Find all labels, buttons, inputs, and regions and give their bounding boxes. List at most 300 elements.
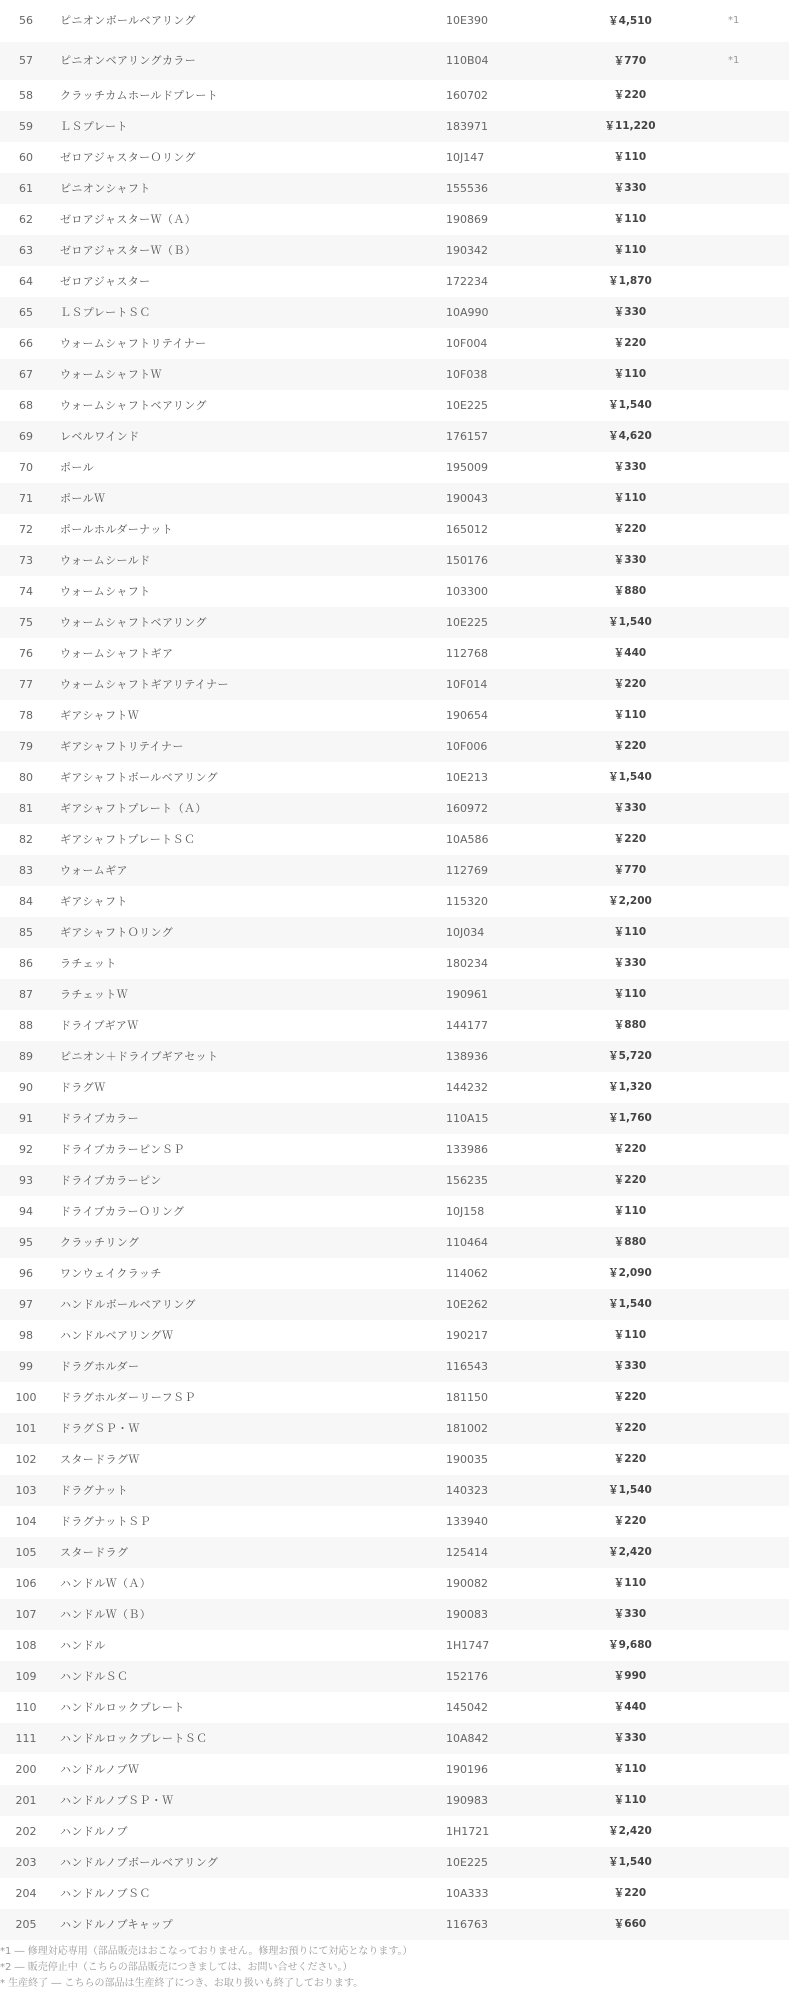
part-number: 111 — [15, 1732, 37, 1745]
part-code: 10A586 — [446, 833, 489, 846]
part-name: クラッチカムホールドプレート — [60, 89, 219, 102]
part-code: 10E225 — [446, 1856, 488, 1869]
part-name: ポールＷ — [60, 492, 106, 505]
table-row — [0, 1506, 789, 1537]
part-price: ￥1,540 — [608, 616, 652, 628]
part-number: 100 — [15, 1391, 37, 1404]
part-code: 10E213 — [446, 771, 488, 784]
part-number: 80 — [19, 771, 33, 784]
part-code: 10F004 — [446, 337, 488, 350]
part-name: ドラグＷ — [60, 1081, 106, 1094]
part-code: 176157 — [446, 430, 488, 443]
table-row — [0, 514, 789, 545]
part-code: 110A15 — [446, 1112, 489, 1125]
part-number: 106 — [15, 1577, 37, 1590]
table-row — [0, 1041, 789, 1072]
part-name: ウォームシャフトギア — [60, 647, 174, 660]
table-row — [0, 1816, 789, 1847]
part-name: ポール — [60, 461, 94, 474]
part-name: ゼロアジャスターＷ（Ｂ） — [60, 244, 197, 257]
part-price: ￥2,200 — [608, 895, 652, 907]
part-code: 10E225 — [446, 616, 488, 629]
part-name: ハンドルＷ（Ａ） — [60, 1577, 152, 1590]
part-code: 116763 — [446, 1918, 488, 1931]
table-row — [0, 886, 789, 917]
part-code: 1H1747 — [446, 1639, 490, 1652]
part-number: 63 — [19, 244, 33, 257]
part-number: 66 — [19, 337, 33, 350]
part-number: 105 — [15, 1546, 37, 1559]
part-name: ハンドルノブＷ — [60, 1763, 140, 1776]
table-row — [0, 1351, 789, 1382]
part-price: ￥9,680 — [608, 1639, 652, 1651]
part-number: 65 — [19, 306, 33, 319]
part-code: 181002 — [446, 1422, 488, 1435]
part-name: ラチェットＷ — [60, 988, 129, 1001]
part-code: 190082 — [446, 1577, 488, 1590]
part-name: ハンドルノブキャップ — [60, 1918, 174, 1931]
table-row — [0, 545, 789, 576]
part-number: 68 — [19, 399, 33, 412]
part-number: 60 — [19, 151, 33, 164]
part-name: ＬＳプレートＳＣ — [60, 306, 151, 319]
table-row — [0, 204, 789, 235]
part-price: ￥220 — [613, 1174, 647, 1186]
part-price: ￥220 — [613, 523, 647, 535]
part-number: 202 — [15, 1825, 37, 1838]
table-row — [0, 638, 789, 669]
part-price: ￥1,870 — [608, 275, 652, 287]
part-name: ワンウェイクラッチ — [60, 1267, 162, 1280]
table-row — [0, 1878, 789, 1909]
part-code: 190035 — [446, 1453, 488, 1466]
part-number: 200 — [15, 1763, 37, 1776]
part-price: ￥220 — [613, 1391, 647, 1403]
part-number: 62 — [19, 213, 33, 226]
part-number: 107 — [15, 1608, 37, 1621]
part-price: ￥110 — [613, 492, 647, 504]
table-row — [0, 328, 789, 359]
table-row — [0, 793, 789, 824]
table-row — [0, 1723, 789, 1754]
part-number: 57 — [19, 54, 33, 67]
part-number: 98 — [19, 1329, 33, 1342]
part-number: 104 — [15, 1515, 37, 1528]
table-row — [0, 390, 789, 421]
part-code: 112769 — [446, 864, 488, 877]
part-price: ￥110 — [613, 709, 647, 721]
part-number: 90 — [19, 1081, 33, 1094]
table-row — [0, 0, 789, 42]
part-name: ドラグホルダーリーフＳＰ — [60, 1391, 196, 1404]
part-price: ￥990 — [613, 1670, 647, 1682]
part-code: 10A842 — [446, 1732, 489, 1745]
part-number: 76 — [19, 647, 33, 660]
part-price: ￥220 — [613, 678, 647, 690]
part-name: ハンドルボールベアリング — [60, 1298, 196, 1311]
table-row — [0, 979, 789, 1010]
part-price: ￥220 — [613, 740, 647, 752]
part-name: ハンドルノブＳＰ・Ｗ — [60, 1794, 174, 1807]
part-code: 110B04 — [446, 54, 489, 67]
part-name: ハンドルＳＣ — [60, 1670, 129, 1683]
table-row — [0, 1475, 789, 1506]
part-price: ￥2,420 — [608, 1546, 652, 1558]
table-row — [0, 297, 789, 328]
part-code: 190217 — [446, 1329, 488, 1342]
part-number: 110 — [15, 1701, 37, 1714]
part-code: 114062 — [446, 1267, 488, 1280]
part-code: 1H1721 — [446, 1825, 490, 1838]
part-code: 156235 — [446, 1174, 488, 1187]
part-number: 89 — [19, 1050, 33, 1063]
part-price: ￥330 — [613, 802, 647, 814]
part-code: 10E225 — [446, 399, 488, 412]
part-number: 95 — [19, 1236, 33, 1249]
table-row — [0, 142, 789, 173]
part-price: ￥110 — [613, 213, 647, 225]
table-row — [0, 1785, 789, 1816]
part-code: 172234 — [446, 275, 488, 288]
part-price: ￥4,620 — [608, 430, 652, 442]
table-row — [0, 731, 789, 762]
part-name: ギアシャフトリテイナー — [60, 740, 184, 753]
table-row — [0, 1754, 789, 1785]
part-price: ￥440 — [613, 1701, 647, 1713]
part-price: ￥770 — [613, 864, 647, 876]
part-number: 87 — [19, 988, 33, 1001]
part-code: 190869 — [446, 213, 488, 226]
part-number: 85 — [19, 926, 33, 939]
table-row — [0, 42, 789, 80]
part-price: ￥330 — [613, 1360, 647, 1372]
table-row — [0, 173, 789, 204]
part-name: スタードラグ — [60, 1546, 129, 1559]
part-price: ￥110 — [613, 151, 647, 163]
part-number: 56 — [19, 14, 33, 27]
part-name: ウォームギア — [60, 864, 128, 877]
table-row — [0, 1320, 789, 1351]
part-number: 91 — [19, 1112, 33, 1125]
part-number: 59 — [19, 120, 33, 133]
table-row — [0, 700, 789, 731]
part-number: 73 — [19, 554, 33, 567]
part-code: 133986 — [446, 1143, 488, 1156]
part-price: ￥330 — [613, 461, 647, 473]
part-price: ￥1,540 — [608, 1298, 652, 1310]
part-code: 190983 — [446, 1794, 488, 1807]
part-name: ドラグナットＳＰ — [60, 1515, 151, 1528]
table-row — [0, 1196, 789, 1227]
part-price: ￥1,760 — [608, 1112, 652, 1124]
table-row — [0, 266, 789, 297]
part-price: ￥11,220 — [604, 120, 656, 132]
part-name: ハンドルベアリングＷ — [60, 1329, 174, 1342]
part-code: 140323 — [446, 1484, 488, 1497]
part-name: ゼロアジャスターＯリング — [60, 151, 196, 164]
part-code: 125414 — [446, 1546, 488, 1559]
part-name: ハンドルロックプレート — [60, 1701, 185, 1714]
part-name: ドライブカラーピンＳＰ — [60, 1143, 185, 1156]
part-price: ￥880 — [613, 585, 647, 597]
part-code: 10F038 — [446, 368, 488, 381]
part-price: ￥110 — [613, 1763, 647, 1775]
part-code: 190342 — [446, 244, 488, 257]
part-number: 71 — [19, 492, 33, 505]
part-price: ￥330 — [613, 1608, 647, 1620]
part-code: 145042 — [446, 1701, 488, 1714]
part-price: ￥110 — [613, 926, 647, 938]
table-row — [0, 1537, 789, 1568]
part-price: ￥110 — [613, 1329, 647, 1341]
table-row — [0, 1134, 789, 1165]
part-price: ￥110 — [613, 1205, 647, 1217]
part-price: ￥220 — [613, 89, 647, 101]
part-price: ￥1,540 — [608, 1856, 652, 1868]
table-row — [0, 1010, 789, 1041]
part-price: ￥4,510 — [608, 15, 652, 27]
part-price: ￥1,320 — [608, 1081, 652, 1093]
part-number: 108 — [15, 1639, 37, 1652]
part-name: ドライブカラーピン — [60, 1174, 162, 1187]
part-name: ピニオン＋ドライブギアセット — [60, 1050, 219, 1063]
part-number: 78 — [19, 709, 33, 722]
part-name: ギアシャフトＷ — [60, 709, 140, 722]
table-row — [0, 1444, 789, 1475]
part-price: ￥1,540 — [608, 1484, 652, 1496]
part-name: ラチェット — [60, 957, 117, 970]
table-row — [0, 421, 789, 452]
table-row — [0, 1227, 789, 1258]
part-code: 10J147 — [446, 151, 485, 164]
part-price: ￥220 — [613, 1887, 647, 1899]
part-price: ￥330 — [613, 554, 647, 566]
part-number: 92 — [19, 1143, 33, 1156]
part-number: 72 — [19, 523, 33, 536]
part-number: 96 — [19, 1267, 33, 1280]
part-price: ￥440 — [613, 647, 647, 659]
part-code: 110464 — [446, 1236, 488, 1249]
table-row — [0, 824, 789, 855]
part-price: ￥1,540 — [608, 399, 652, 411]
part-number: 77 — [19, 678, 33, 691]
part-price: ￥220 — [613, 1453, 647, 1465]
part-price: ￥1,540 — [608, 771, 652, 783]
footnotes — [0, 1944, 789, 1992]
table-row — [0, 483, 789, 514]
part-code: 190043 — [446, 492, 488, 505]
part-code: 190654 — [446, 709, 488, 722]
table-row — [0, 607, 789, 638]
part-name: ピニオンベアリングカラー — [60, 54, 197, 67]
part-code: 10E390 — [446, 14, 488, 27]
part-price: ￥330 — [613, 957, 647, 969]
table-row — [0, 1847, 789, 1878]
part-code: 10F014 — [446, 678, 488, 691]
part-price: ￥330 — [613, 306, 647, 318]
table-row — [0, 1630, 789, 1661]
part-price: ￥220 — [613, 1515, 647, 1527]
part-code: 10A990 — [446, 306, 489, 319]
part-price: ￥660 — [613, 1918, 647, 1930]
part-name: ドラグホルダー — [60, 1360, 140, 1373]
part-code: 160972 — [446, 802, 488, 815]
table-row — [0, 111, 789, 142]
part-name: ハンドルノブボールベアリング — [60, 1856, 219, 1869]
part-name: ドラグＳＰ・Ｗ — [60, 1422, 140, 1435]
part-price: ￥110 — [613, 244, 647, 256]
table-row — [0, 762, 789, 793]
table-row — [0, 669, 789, 700]
part-code: 152176 — [446, 1670, 488, 1683]
part-name: ハンドルノブＳＣ — [60, 1887, 151, 1900]
part-name: ウォームシャフトベアリング — [60, 616, 207, 629]
part-name: ウォームシャフトベアリング — [60, 399, 207, 412]
part-name: ウォームシャフトＷ — [60, 368, 162, 381]
part-code: 155536 — [446, 182, 488, 195]
table-row — [0, 1289, 789, 1320]
part-code: 190961 — [446, 988, 488, 1001]
part-name: ピニオンシャフト — [60, 182, 151, 195]
part-code: 181150 — [446, 1391, 488, 1404]
footnote-discontinued: * 生産終了 ― こちらの部品は生産終了につき、お取り扱いも終了しております。 — [0, 1978, 364, 1989]
part-price: ￥220 — [613, 1422, 647, 1434]
table-row — [0, 1909, 789, 1940]
part-name: クラッチリング — [60, 1236, 140, 1249]
part-number: 61 — [19, 182, 33, 195]
part-number: 64 — [19, 275, 33, 288]
part-number: 101 — [15, 1422, 37, 1435]
table-row — [0, 1568, 789, 1599]
table-row — [0, 1382, 789, 1413]
part-code: 10F006 — [446, 740, 488, 753]
part-price: ￥5,720 — [608, 1050, 652, 1062]
part-code: 165012 — [446, 523, 488, 536]
part-price: ￥330 — [613, 182, 647, 194]
part-code: 10J034 — [446, 926, 485, 939]
table-row — [0, 1103, 789, 1134]
part-name: ギアシャフトプレートＳＣ — [60, 833, 196, 846]
part-price: ￥220 — [613, 833, 647, 845]
part-price: ￥220 — [613, 1143, 647, 1155]
table-row — [0, 359, 789, 390]
part-number: 94 — [19, 1205, 33, 1218]
part-code: 138936 — [446, 1050, 488, 1063]
part-name: ウォームシャフト — [60, 585, 151, 598]
part-code: 115320 — [446, 895, 488, 908]
part-number: 79 — [19, 740, 33, 753]
table-row — [0, 1258, 789, 1289]
part-name: ウォームシールド — [60, 554, 151, 567]
part-name: スタードラグＷ — [60, 1453, 140, 1466]
part-name: ギアシャフトＯリング — [60, 926, 174, 939]
part-price: ￥110 — [613, 1577, 647, 1589]
part-code: 103300 — [446, 585, 488, 598]
part-code: 10E262 — [446, 1298, 488, 1311]
part-number: 97 — [19, 1298, 33, 1311]
part-code: 190196 — [446, 1763, 488, 1776]
part-number: 86 — [19, 957, 33, 970]
part-number: 88 — [19, 1019, 33, 1032]
part-number: 58 — [19, 89, 33, 102]
table-row — [0, 80, 789, 111]
part-number: 103 — [15, 1484, 37, 1497]
part-code: 144232 — [446, 1081, 488, 1094]
part-code: 160702 — [446, 89, 488, 102]
part-number: 201 — [15, 1794, 37, 1807]
part-name: ギアシャフト — [60, 895, 128, 908]
part-name: ゼロアジャスター — [60, 275, 151, 288]
table-row — [0, 1165, 789, 1196]
part-number: 83 — [19, 864, 33, 877]
part-price: ￥110 — [613, 1794, 647, 1806]
part-name: ハンドルノブ — [60, 1825, 128, 1838]
table-row — [0, 576, 789, 607]
part-number: 81 — [19, 802, 33, 815]
part-code: 133940 — [446, 1515, 488, 1528]
part-price: ￥880 — [613, 1019, 647, 1031]
part-number: 93 — [19, 1174, 33, 1187]
part-number: 102 — [15, 1453, 37, 1466]
part-code: 180234 — [446, 957, 488, 970]
part-number: 69 — [19, 430, 33, 443]
table-row — [0, 1692, 789, 1723]
part-number: 109 — [15, 1670, 37, 1683]
part-name: ウォームシャフトリテイナー — [60, 337, 207, 350]
part-name: レベルワインド — [60, 430, 140, 443]
part-name: ピニオンボールベアリング — [60, 14, 196, 27]
part-name: ハンドルロックプレートＳＣ — [60, 1732, 208, 1745]
table-row — [0, 948, 789, 979]
part-name: ドラグナット — [60, 1484, 129, 1497]
table-row — [0, 235, 789, 266]
part-number: 82 — [19, 833, 33, 846]
table-row — [0, 452, 789, 483]
part-name: ポールホルダーナット — [60, 523, 174, 536]
part-number: 203 — [15, 1856, 37, 1869]
table-row — [0, 917, 789, 948]
part-code: 195009 — [446, 461, 488, 474]
part-code: 116543 — [446, 1360, 488, 1373]
part-number: 99 — [19, 1360, 33, 1373]
part-code: 190083 — [446, 1608, 488, 1621]
part-price: ￥220 — [613, 337, 647, 349]
table-row — [0, 1599, 789, 1630]
part-price: ￥110 — [613, 988, 647, 1000]
part-name: ハンドル — [60, 1639, 106, 1652]
part-price: ￥2,420 — [608, 1825, 652, 1837]
part-name: ハンドルＷ（Ｂ） — [60, 1608, 152, 1621]
part-name: ゼロアジャスターＷ（Ａ） — [60, 213, 197, 226]
part-number: 205 — [15, 1918, 37, 1931]
part-number: 75 — [19, 616, 33, 629]
part-name: ギアシャフトボールベアリング — [60, 771, 219, 784]
part-note: *1 — [728, 55, 740, 66]
part-number: 67 — [19, 368, 33, 381]
part-code: 10J158 — [446, 1205, 485, 1218]
part-number: 70 — [19, 461, 33, 474]
part-code: 144177 — [446, 1019, 488, 1032]
part-name: ドライブカラー — [60, 1112, 140, 1125]
table-row — [0, 1413, 789, 1444]
table-row — [0, 855, 789, 886]
part-name: ドライブカラーＯリング — [60, 1205, 185, 1218]
part-number: 204 — [15, 1887, 37, 1900]
part-price: ￥770 — [613, 55, 647, 67]
part-name: ＬＳプレート — [60, 120, 128, 133]
part-name: ドライブギアＷ — [60, 1019, 139, 1032]
part-name: ウォームシャフトギアリテイナー — [60, 678, 229, 691]
